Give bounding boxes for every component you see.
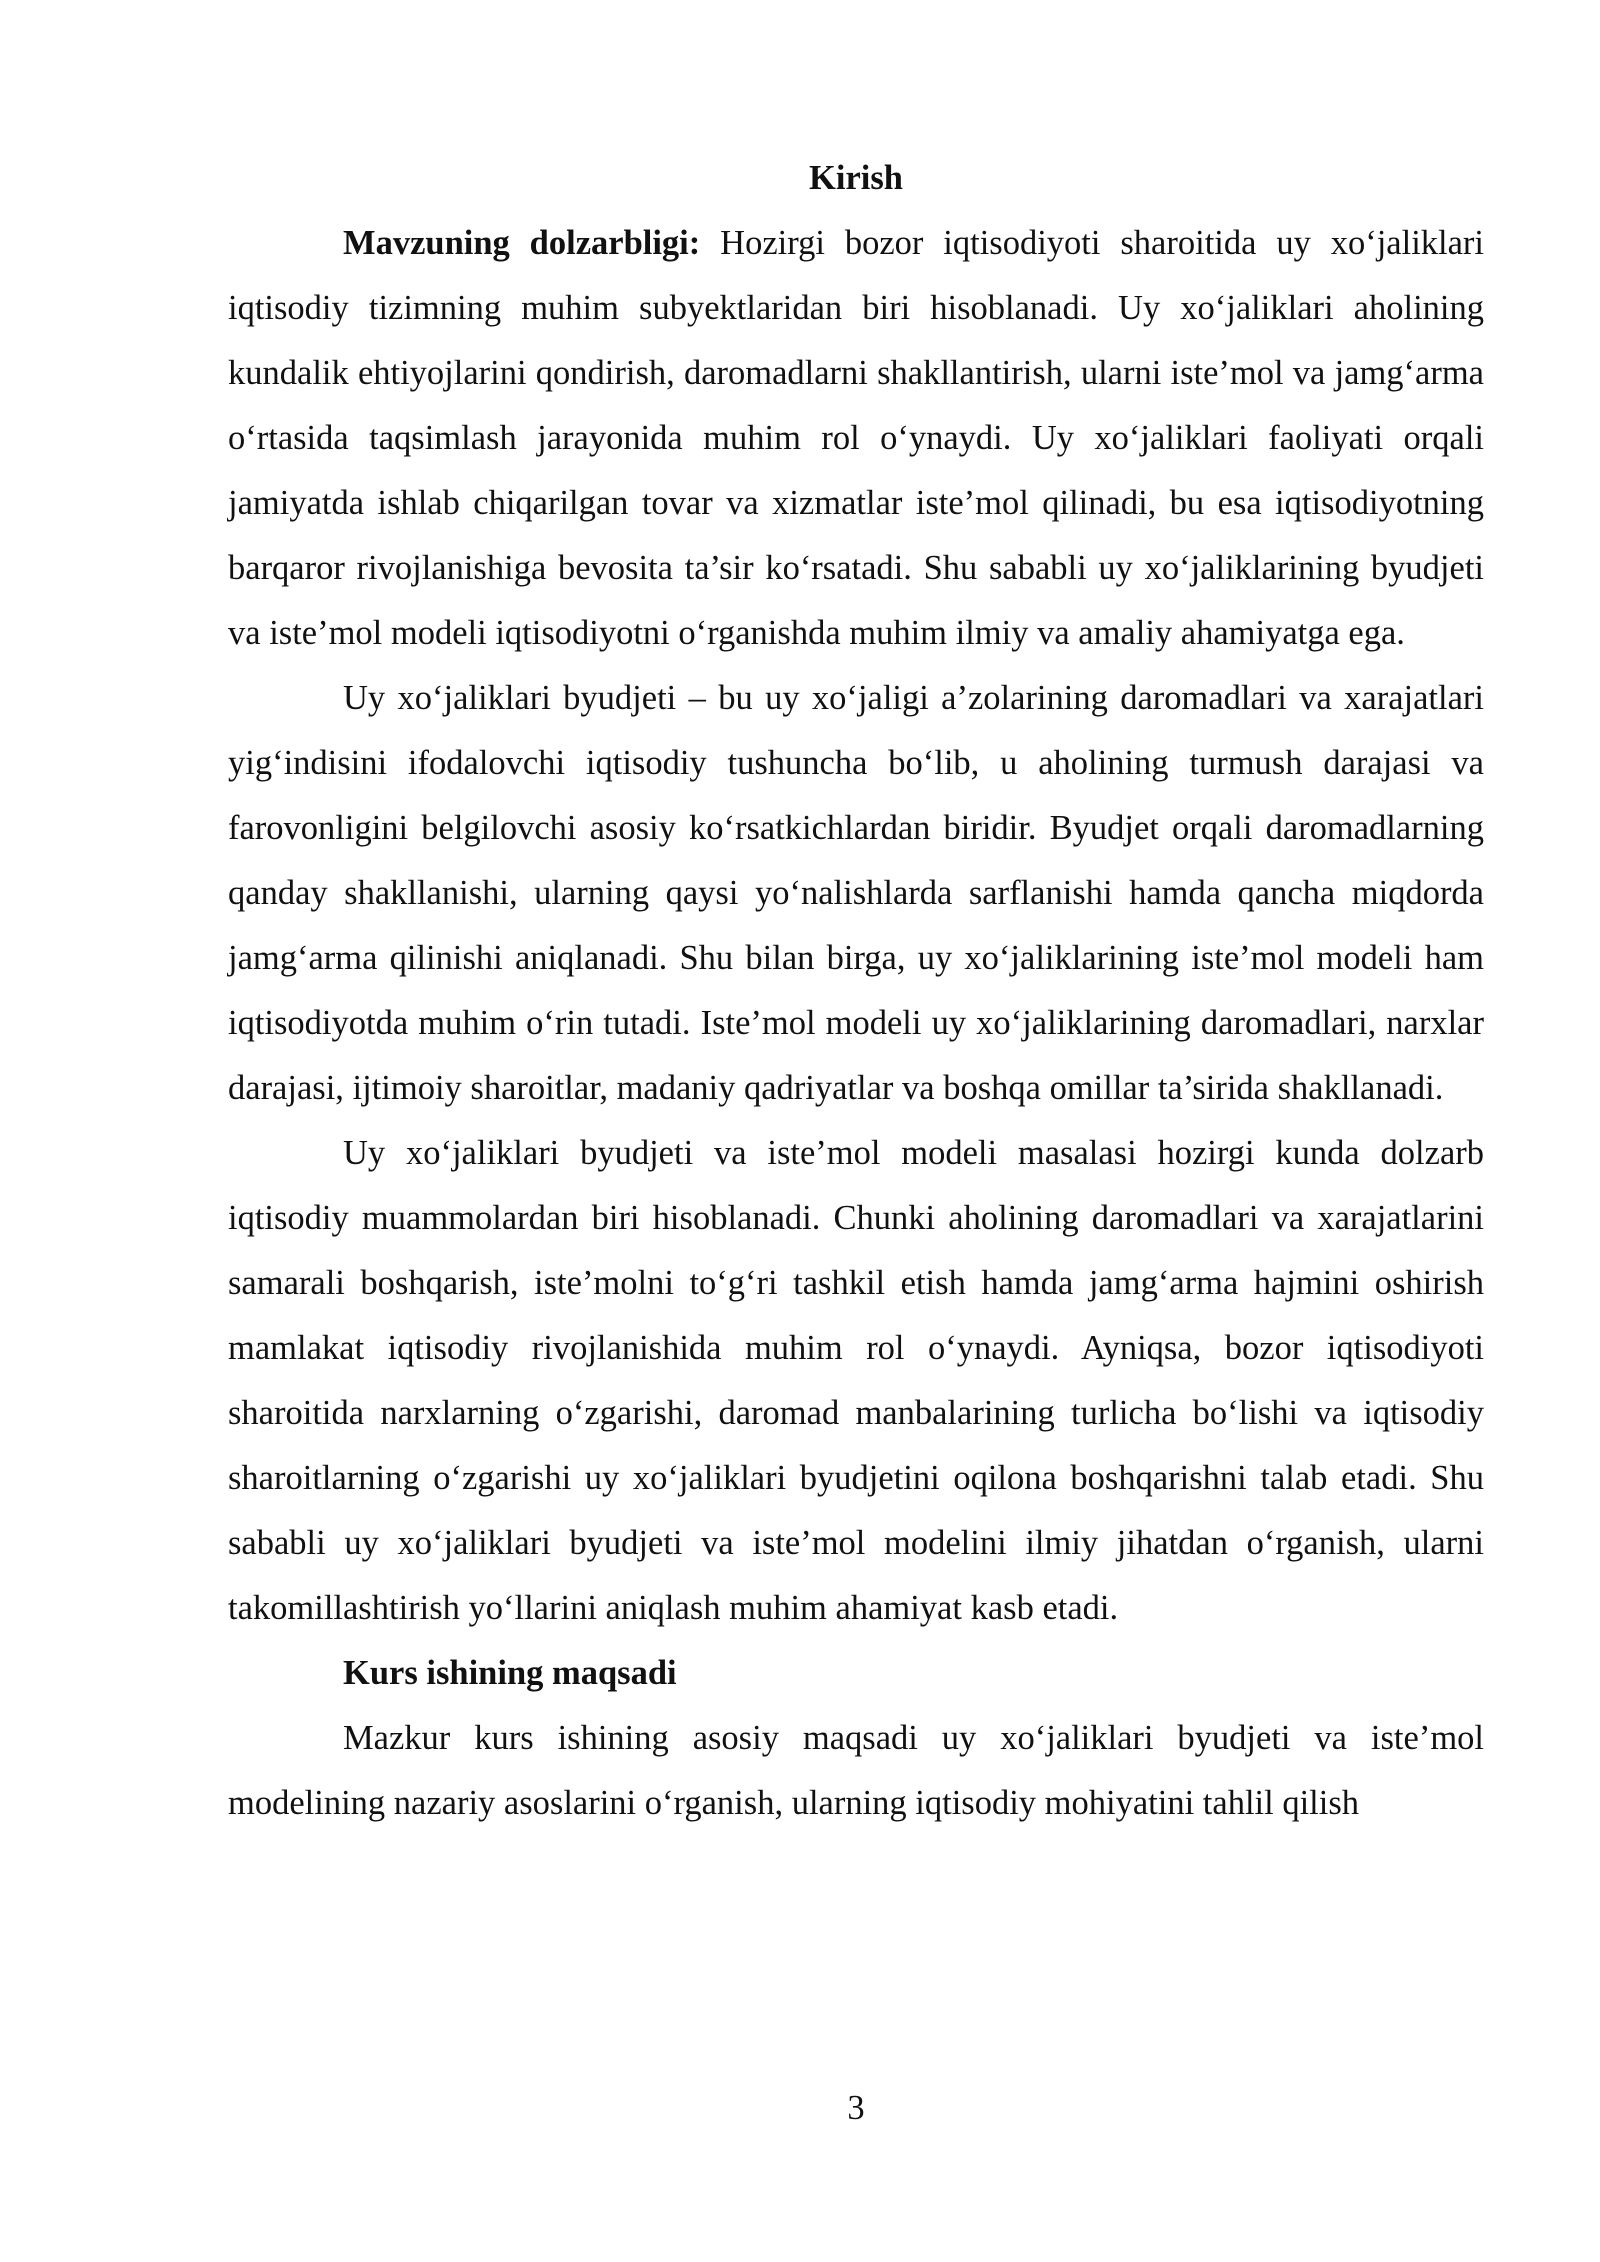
paragraph-relevance: Uy xo‘jaliklari byudjeti va iste’mol modeli masalasi hozirgi kunda dolzarb iqtisodiy muammolardan biri hisoblanadi. Chunki aholining daromadlari va xarajatlarini samarali boshqarish, iste’molni to‘g‘ri tashkil etish hamda jamg‘arma hajmini oshirish mamlakat iqtisodiy rivojlanishida muhim rol o‘ynaydi. Ayniqsa, bozor iqtisodiyoti sharoitida narxlarning o‘zgarishi, daromad manbalarining turlicha bo‘lishi va iqtisodiy sharoitlarning o‘zgarishi uy xo‘jaliklari byudjetini oqilona boshqarishni talab etadi. Shu sababli uy xo‘jaliklari byudjeti va iste’mol modelini ilmiy jihatdan o‘rganish, ularni takomillashtirish yo‘llarini aniqlash muhim ahamiyat kasb etadi. bbox=[228, 1134, 1484, 1627]
paragraph-intro bbox=[228, 211, 1484, 666]
intro-text: Hozirgi bozor iqtisodiyoti sharoitida uy xo‘jaliklari iqtisodiy tizimning muhim subyektlaridan biri hisoblanadi. Uy xo‘jaliklari aholining kundalik ehtiyojlarini qondirish, daromadlarni shakllantirish, ularni iste’mol va jamg‘arma o‘rtasida taqsimlash jarayonida muhim rol o‘ynaydi. Uy xo‘jaliklari faoliyati orqali jamiyatda ishlab chiqarilgan tovar va xizmatlar iste’mol qilinadi, bu esa iqtisodiyotning barqaror rivojlanishiga bevosita ta’sir ko‘rsatadi. Shu sababli uy xo‘jaliklarining byudjeti va iste’mol modeli iqtisodiyotni o‘rganishda muhim ilmiy va amaliy ahamiyatga ega. bbox=[228, 224, 1485, 652]
paragraph-goal: Mazkur kurs ishining asosiy maqsadi uy xo‘jaliklari byudjeti va iste’mol modelining nazariy asoslarini o‘rganish, ularning iqtisodiy mohiyatini tahlil qilish bbox=[228, 1719, 1484, 1822]
intro-lead: Mavzuning dolzarbligi: bbox=[343, 224, 701, 262]
page-number: 3 bbox=[847, 2089, 865, 2127]
subheading-goal: Kurs ishining maqsadi bbox=[343, 1654, 677, 1692]
section-heading: Kirish bbox=[809, 159, 903, 197]
page-body bbox=[228, 146, 1484, 1836]
paragraph-budget: Uy xo‘jaliklari byudjeti – bu uy xo‘jaligi a’zolarining daromadlari va xarajatlari yig‘indisini ifodalovchi iqtisodiy tushuncha bo‘lib, u aholining turmush darajasi va farovonligini belgilovchi asosiy ko‘rsatkichlardan biridir. Byudjet orqali daromadlarning qanday shakllanishi, ularning qaysi yo‘nalishlarda sarflanishi hamda qancha miqdorda jamg‘arma qilinishi aniqlanadi. Shu bilan birga, uy xo‘jaliklarining iste’mol modeli ham iqtisodiyotda muhim o‘rin tutadi. Iste’mol modeli uy xo‘jaliklarining daromadlari, narxlar darajasi, ijtimoiy sharoitlar, madaniy qadriyatlar va boshqa omillar ta’sirida shakllanadi. bbox=[228, 679, 1484, 1107]
